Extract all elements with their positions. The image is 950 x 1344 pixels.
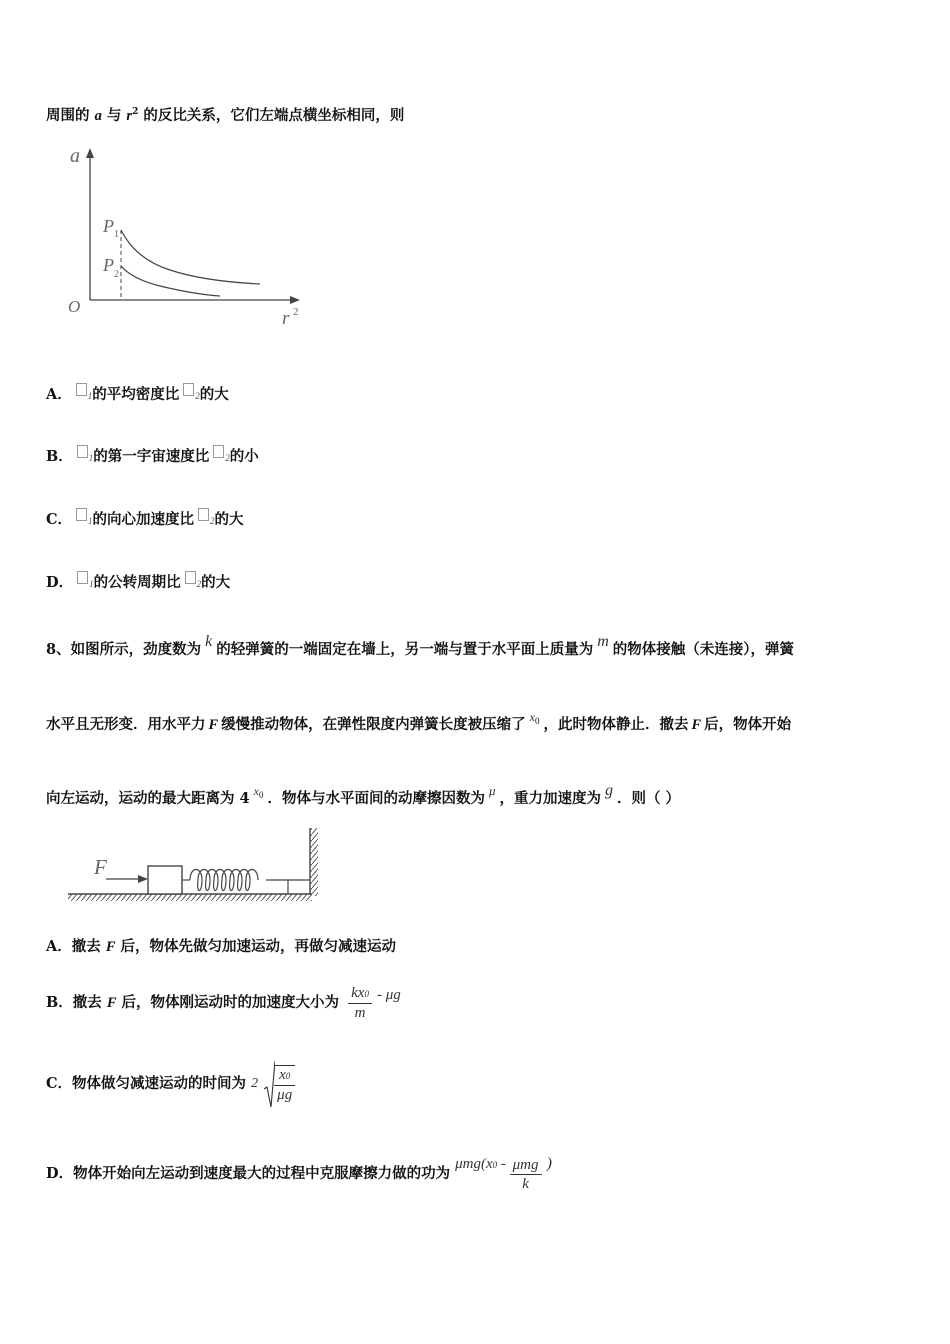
- numerator-text: kx: [351, 985, 365, 1001]
- p2-sub: 2: [114, 269, 119, 280]
- option-label: A．: [46, 386, 72, 403]
- inverse-graph: [60, 140, 320, 335]
- q8-text: 的物体接触（未连接），弹簧: [612, 641, 795, 658]
- q8-option-a: [46, 937, 396, 957]
- planet-placeholder-icon: [77, 445, 88, 458]
- option-text-end: 的小: [229, 448, 259, 465]
- q8-text: 的轻弹簧的一端固定在墙上，另一端与置于水平面上质量为: [216, 641, 594, 658]
- work-pre-sub: 0: [492, 1160, 498, 1170]
- option-text: 的第一宇宙速度比: [93, 448, 210, 465]
- fraction-denominator: μg: [277, 1086, 293, 1103]
- planet-sub: 2: [210, 516, 215, 526]
- var-mu: μ: [488, 783, 496, 798]
- q8-text: ．物体与水平面间的动摩擦因数为: [267, 790, 485, 807]
- option-text: 的公转周期比: [93, 574, 181, 591]
- y-axis-arrow: [86, 148, 94, 158]
- option-label: D．: [46, 574, 74, 591]
- planet-sub: 1: [87, 391, 93, 401]
- work-fraction: [510, 1156, 542, 1193]
- work-pre-text: μmg(x: [455, 1156, 493, 1172]
- y-axis-label: a: [70, 145, 80, 167]
- fraction-numerator: [274, 1066, 295, 1086]
- var-x-sub: 0: [535, 716, 540, 726]
- ground-hatch: [68, 894, 312, 901]
- p2-label: P: [103, 255, 114, 275]
- option-text: 物体做匀减速运动的时间为: [72, 1075, 247, 1092]
- option-text: 的向心加速度比: [92, 511, 195, 528]
- q8-option-d: [46, 1139, 552, 1199]
- work-expression-pre: [455, 1156, 510, 1172]
- var-f: F: [691, 717, 702, 733]
- var-k: k: [205, 633, 213, 650]
- work-minus: -: [497, 1156, 510, 1172]
- sqrt-expression: [263, 1057, 295, 1111]
- planet-placeholder-icon: [76, 383, 87, 396]
- q8-line-2: [46, 707, 791, 735]
- var-m: m: [597, 633, 609, 650]
- time-fraction: [274, 1065, 295, 1104]
- q8-text: ，此时物体静止．撤去: [543, 716, 689, 733]
- fraction-denominator: k: [522, 1175, 529, 1192]
- spring-coils: [190, 870, 258, 891]
- q8-text: 水平且无形变．用水平力: [46, 716, 206, 733]
- option-text-end: 的大: [199, 386, 229, 403]
- var-r: r: [126, 107, 133, 124]
- accel-tail: - μg: [377, 987, 401, 1003]
- option-text: 后，物体刚运动时的加速度大小为: [116, 994, 340, 1011]
- var-x: x: [529, 710, 535, 724]
- planet-placeholder-icon: [183, 383, 194, 396]
- numerator-sub: 0: [285, 1070, 291, 1081]
- option-text: 撤去: [72, 994, 107, 1011]
- q8-text: 缓慢推动物体，在弹性限度内弹簧长度被压缩了: [221, 716, 526, 733]
- numerator-sub: 0: [364, 989, 369, 999]
- accel-fraction: [348, 984, 372, 1022]
- block: [148, 866, 182, 894]
- q8-text: 后，物体开始: [704, 716, 792, 733]
- intro-text-2: 与: [101, 106, 127, 124]
- sqrt-coefficient: 2: [251, 1076, 259, 1091]
- q8-line-1: [46, 632, 794, 660]
- option-label: D．: [46, 1165, 74, 1182]
- option-label: B．: [46, 994, 73, 1011]
- intro-line: [46, 102, 404, 126]
- fraction-numerator: [348, 984, 372, 1004]
- q8-option-c: [46, 1057, 295, 1111]
- option-label: B．: [46, 448, 73, 465]
- intro-text-3: 的反比关系，它们左端点横坐标相同，则: [138, 106, 405, 124]
- var-a: a: [94, 107, 102, 124]
- work-close-paren: ): [546, 1155, 552, 1172]
- planet-placeholder-icon: [77, 571, 88, 584]
- var-f: F: [106, 995, 117, 1011]
- force-arrowhead: [138, 875, 148, 883]
- option-text: 物体开始向左运动到速度最大的过程中克服摩擦力做的功为: [73, 1165, 451, 1182]
- fraction-numerator: μmg: [510, 1156, 542, 1175]
- var-g: g: [605, 782, 613, 799]
- planet-sub: 1: [88, 516, 93, 526]
- force-label: F: [94, 855, 107, 879]
- sup-2: 2: [132, 107, 139, 117]
- planet-placeholder-icon: [76, 508, 87, 521]
- option-text-end: 的大: [201, 574, 231, 591]
- planet-placeholder-icon: [198, 508, 209, 521]
- planet-sub: 2: [195, 391, 200, 401]
- option-label: C．: [46, 511, 73, 528]
- origin-label: O: [68, 297, 81, 316]
- numerator-text: x: [279, 1066, 286, 1083]
- var-f: F: [208, 717, 219, 733]
- option-label: A．: [46, 938, 72, 955]
- spring-lead-right: [266, 880, 288, 894]
- planet-placeholder-icon: [213, 445, 224, 458]
- option-label: C．: [46, 1075, 73, 1092]
- var-x-sub: 0: [258, 790, 264, 800]
- option-text: 撤去: [71, 938, 106, 955]
- q8-option-b: [46, 972, 401, 1026]
- intro-text-1: 周围的: [46, 106, 95, 124]
- q7-option-b: [46, 445, 259, 468]
- p1-sub: 1: [114, 229, 119, 240]
- fraction-denominator: m: [354, 1005, 366, 1021]
- var-f: F: [105, 939, 116, 955]
- p1-label: P: [103, 216, 114, 236]
- var-x: x: [253, 784, 259, 798]
- wall-hatch: [310, 828, 318, 896]
- q8-text: 向左运动，运动的最大距离为 4: [46, 790, 250, 807]
- planet-sub: 2: [225, 453, 230, 463]
- q8-text: ．则（ ）: [617, 790, 681, 807]
- q7-option-c: [46, 508, 244, 531]
- q8-text: 8、如图所示，劲度数为: [46, 641, 202, 658]
- q8-line-3: [46, 781, 680, 809]
- planet-sub: 1: [89, 579, 94, 589]
- option-text: 的平均密度比: [92, 386, 180, 403]
- option-text-end: 的大: [214, 511, 244, 528]
- planet-sub: 1: [88, 453, 94, 463]
- curve-p1: [121, 230, 260, 284]
- planet-sub: 2: [196, 579, 202, 589]
- q7-option-d: [46, 571, 230, 594]
- spring-figure: [62, 822, 332, 906]
- planet-placeholder-icon: [185, 571, 196, 584]
- q8-text: ，重力加速度为: [499, 790, 601, 807]
- option-text: 后，物体先做匀加速运动，再做匀减速运动: [115, 938, 397, 955]
- x-axis-label: r: [282, 308, 290, 329]
- x-axis-sup: 2: [293, 306, 299, 318]
- q7-option-a: [46, 383, 229, 406]
- x-axis-arrow: [290, 296, 300, 304]
